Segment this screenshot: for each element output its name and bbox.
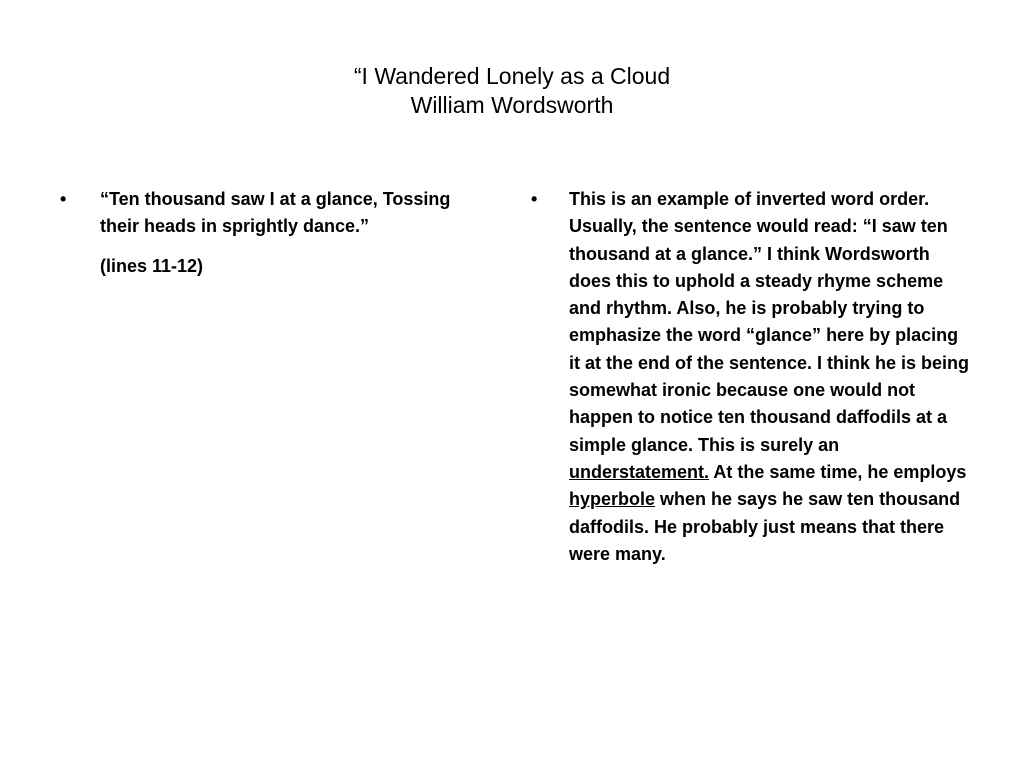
analysis-text-part-1: This is an example of inverted word order. Usually, the sentence would read: “I saw ten thousand at a glance.” I think Wordsworth does this to uphold a steady rhyme scheme and rhythm. Also, he is probably trying to emphasize the word “glance” here by placing it at the end of the sentence. I think he is being somewhat ironic because one would not happen to notice ten thousand daffodils at a simple glance. This is surely an — [569, 189, 970, 455]
left-column — [60, 186, 490, 280]
right-bullet: • — [531, 189, 538, 209]
right-column — [531, 186, 971, 568]
term-understatement: understatement. — [569, 461, 710, 482]
analysis-text-part-2: At the same time, he employs — [709, 461, 967, 482]
left-bullet: • — [60, 189, 67, 209]
title-line-1: “I Wandered Lonely as a Cloud — [353, 63, 671, 89]
line-citation: (lines 11-12) — [100, 255, 204, 276]
quote-text: “Ten thousand saw I at a glance, Tossing their heads in sprightly dance.” — [100, 189, 451, 237]
analysis-paragraph — [569, 186, 971, 568]
title-line-2: William Wordsworth — [410, 92, 614, 118]
slide-title — [100, 62, 924, 120]
left-body — [100, 186, 490, 280]
analysis-text-part-3: when he says he saw ten thousand daffodils. He probably just means that there were many. — [569, 489, 961, 564]
term-hyperbole: hyperbole — [569, 489, 656, 510]
